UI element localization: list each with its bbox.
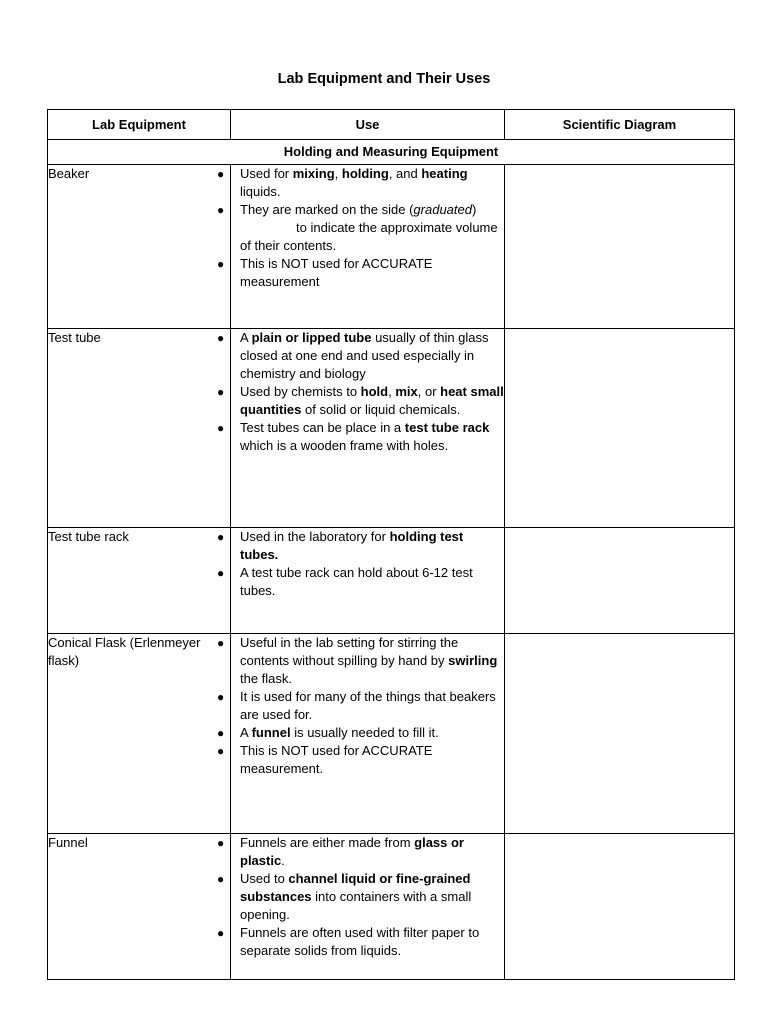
- list-item: ● Funnels are often used with filter paper to separate solids from liquids.: [217, 925, 480, 958]
- list-item: ● Useful in the lab setting for stirring the contents without spilling by hand by swirling the flask.: [217, 635, 498, 686]
- diagram-cell: [505, 634, 735, 834]
- equipment-uses: [217, 634, 505, 834]
- bullet-icon: ●: [217, 257, 225, 271]
- bullet-icon: ●: [217, 421, 225, 435]
- equipment-uses: [217, 528, 505, 634]
- table-row: [48, 634, 735, 834]
- list-item: ● This is NOT used for ACCURATE measurement: [217, 256, 433, 289]
- equipment-name: Beaker: [48, 165, 231, 329]
- column-header-equipment: Lab Equipment: [48, 110, 231, 140]
- uses-list: [217, 528, 504, 600]
- table-row: [48, 834, 735, 980]
- diagram-cell: [505, 834, 735, 980]
- list-item: ● Test tubes can be place in a test tube rack which is a wooden frame with holes.: [217, 420, 490, 453]
- equipment-uses: [217, 834, 505, 980]
- list-item: ● A test tube rack can hold about 6-12 test tubes.: [217, 565, 473, 598]
- section-title: Holding and Measuring Equipment: [48, 140, 735, 165]
- bullet-icon: ●: [217, 530, 225, 544]
- list-item: ● They are marked on the side (graduated)to indicate the approximate volume of their contents.: [217, 202, 498, 253]
- table-row: [48, 165, 735, 329]
- bullet-icon: ●: [217, 744, 225, 758]
- diagram-cell: [505, 528, 735, 634]
- bullet-icon: ●: [217, 836, 225, 850]
- bullet-icon: ●: [217, 872, 225, 886]
- bullet-icon: ●: [217, 636, 225, 650]
- column-header-use: Use: [231, 110, 505, 140]
- list-item: ● A funnel is usually needed to fill it.: [217, 725, 439, 740]
- bullet-icon: ●: [217, 385, 225, 399]
- uses-list: [217, 329, 504, 455]
- page-title: Lab Equipment and Their Uses: [277, 71, 491, 87]
- equipment-name: Test tube: [48, 329, 231, 528]
- list-item: ● Used in the laboratory for holding test tubes.: [217, 529, 464, 562]
- bullet-icon: ●: [217, 331, 225, 345]
- list-item: ● Funnels are either made from glass or plastic.: [217, 835, 464, 868]
- table-row: [48, 329, 735, 528]
- list-item: ● Used to channel liquid or fine-grained substances into containers with a small opening.: [217, 871, 472, 922]
- table-header-row: [48, 110, 735, 140]
- bullet-icon: ●: [217, 690, 225, 704]
- list-item: ● It is used for many of the things that beakers are used for.: [217, 689, 496, 722]
- column-header-diagram: Scientific Diagram: [505, 110, 735, 140]
- list-item: ● Used by chemists to hold, mix, or heat small quantities of solid or liquid chemicals.: [217, 384, 504, 417]
- list-item: ● A plain or lipped tube usually of thin glass closed at one end and used especially in chemistry and biology: [217, 330, 489, 381]
- equipment-table: [47, 109, 735, 980]
- equipment-name: Funnel: [48, 834, 231, 980]
- uses-list: [217, 834, 504, 960]
- bullet-icon: ●: [217, 926, 225, 940]
- section-header-row: [48, 140, 735, 165]
- equipment-uses: [217, 329, 505, 528]
- bullet-icon: ●: [217, 726, 225, 740]
- list-item: ● Used for mixing, holding, and heating liquids.: [217, 166, 468, 199]
- table-row: [48, 528, 735, 634]
- bullet-icon: ●: [217, 203, 225, 217]
- uses-list: [217, 165, 504, 291]
- equipment-uses: [217, 165, 505, 329]
- uses-list: [217, 634, 504, 778]
- equipment-name: Test tube rack: [48, 528, 231, 634]
- bullet-icon: ●: [217, 566, 225, 580]
- diagram-cell: [505, 165, 735, 329]
- equipment-name: Conical Flask (Erlenmeyer flask): [48, 634, 231, 834]
- diagram-cell: [505, 329, 735, 528]
- list-item: ● This is NOT used for ACCURATE measurement.: [217, 743, 433, 776]
- bullet-icon: ●: [217, 167, 225, 181]
